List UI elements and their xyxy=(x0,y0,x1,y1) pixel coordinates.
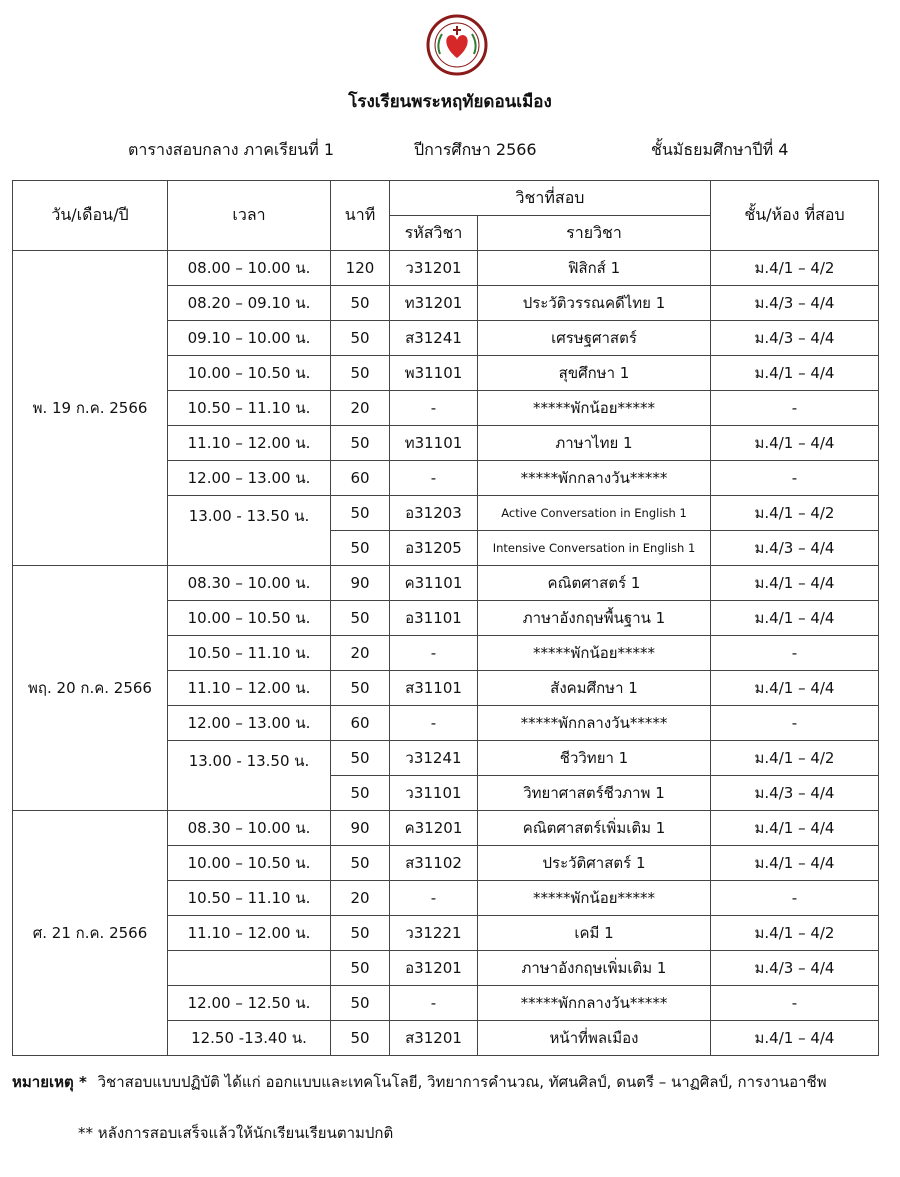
code-cell: อ31201 xyxy=(390,951,478,986)
room-cell: ม.4/3 – 4/4 xyxy=(711,531,879,566)
time-cell: 12.00 – 12.50 น. xyxy=(168,986,331,1021)
grade-level-label: ชั้นมัธยมศึกษาปีที่ 4 xyxy=(651,140,789,159)
room-cell: ม.4/1 – 4/4 xyxy=(711,426,879,461)
subject-cell: คณิตศาสตร์ 1 xyxy=(478,566,711,601)
code-cell: ท31201 xyxy=(390,286,478,321)
header-date: วัน/เดือน/ปี xyxy=(13,181,168,251)
minutes-cell: 50 xyxy=(331,986,390,1021)
header-name: รายวิชา xyxy=(478,216,711,251)
time-cell: 10.00 – 10.50 น. xyxy=(168,846,331,881)
code-cell: ค31201 xyxy=(390,811,478,846)
minutes-cell: 50 xyxy=(331,671,390,706)
code-cell: พ31101 xyxy=(390,356,478,391)
minutes-cell: 60 xyxy=(331,461,390,496)
school-name: โรงเรียนพระหฤทัยดอนเมือง xyxy=(348,92,552,112)
table-row xyxy=(13,811,879,846)
table-row xyxy=(13,566,879,601)
code-cell: อ31205 xyxy=(390,531,478,566)
footnote-after-exam: ** หลังการสอบเสร็จแล้วให้นักเรียนเรียนตามปกติ xyxy=(78,1124,394,1142)
subject-cell: หน้าที่พลเมือง xyxy=(478,1021,711,1056)
code-cell: ท31101 xyxy=(390,426,478,461)
time-cell: 11.10 – 12.00 น. xyxy=(168,916,331,951)
room-cell: ม.4/1 – 4/2 xyxy=(711,496,879,531)
subject-cell: ฟิสิกส์ 1 xyxy=(478,251,711,286)
time-cell: 10.50 – 11.10 น. xyxy=(168,881,331,916)
minutes-cell: 120 xyxy=(331,251,390,286)
time-cell: 13.00 - 13.50 น. xyxy=(168,741,331,811)
minutes-cell: 50 xyxy=(331,356,390,391)
school-emblem-heart-icon xyxy=(426,14,488,76)
header-subject: วิชาที่สอบ xyxy=(390,181,711,216)
date-cell: พ. 19 ก.ค. 2566 xyxy=(13,251,168,566)
header-time: เวลา xyxy=(168,181,331,251)
subject-cell: Active Conversation in English 1 xyxy=(478,496,711,531)
code-cell: ค31101 xyxy=(390,566,478,601)
time-cell: 13.00 - 13.50 น. xyxy=(168,496,331,566)
time-cell: 09.10 – 10.00 น. xyxy=(168,321,331,356)
room-cell: ม.4/1 – 4/2 xyxy=(711,916,879,951)
room-cell: ม.4/1 – 4/4 xyxy=(711,1021,879,1056)
minutes-cell: 50 xyxy=(331,916,390,951)
subject-cell: *****พักน้อย***** xyxy=(478,881,711,916)
minutes-cell: 90 xyxy=(331,811,390,846)
minutes-cell: 50 xyxy=(331,496,390,531)
minutes-cell: 50 xyxy=(331,321,390,356)
minutes-cell: 50 xyxy=(331,776,390,811)
subject-cell: เคมี 1 xyxy=(478,916,711,951)
minutes-cell: 20 xyxy=(331,391,390,426)
minutes-cell: 50 xyxy=(331,846,390,881)
room-cell: ม.4/3 – 4/4 xyxy=(711,776,879,811)
time-cell: 08.30 – 10.00 น. xyxy=(168,811,331,846)
room-cell: ม.4/1 – 4/2 xyxy=(711,251,879,286)
subject-cell: *****พักกลางวัน***** xyxy=(478,706,711,741)
room-cell: ม.4/3 – 4/4 xyxy=(711,286,879,321)
minutes-cell: 50 xyxy=(331,601,390,636)
code-cell: - xyxy=(390,986,478,1021)
subject-cell: *****พักกลางวัน***** xyxy=(478,461,711,496)
room-cell: ม.4/3 – 4/4 xyxy=(711,951,879,986)
code-cell: - xyxy=(390,706,478,741)
room-cell: ม.4/1 – 4/2 xyxy=(711,741,879,776)
code-cell: ว31221 xyxy=(390,916,478,951)
room-cell: - xyxy=(711,636,879,671)
minutes-cell: 60 xyxy=(331,706,390,741)
date-cell: พฤ. 20 ก.ค. 2566 xyxy=(13,566,168,811)
time-cell: 12.00 – 13.00 น. xyxy=(168,706,331,741)
room-cell: ม.4/1 – 4/4 xyxy=(711,356,879,391)
time-cell: 08.30 – 10.00 น. xyxy=(168,566,331,601)
minutes-cell: 50 xyxy=(331,531,390,566)
code-cell: อ31101 xyxy=(390,601,478,636)
minutes-cell: 50 xyxy=(331,951,390,986)
subject-cell: *****พักกลางวัน***** xyxy=(478,986,711,1021)
minutes-cell: 50 xyxy=(331,741,390,776)
time-cell: 12.50 -13.40 น. xyxy=(168,1021,331,1056)
subject-cell: ชีววิทยา 1 xyxy=(478,741,711,776)
room-cell: ม.4/1 – 4/4 xyxy=(711,671,879,706)
footnote-label: หมายเหตุ * xyxy=(12,1073,87,1091)
room-cell: ม.4/1 – 4/4 xyxy=(711,601,879,636)
room-cell: - xyxy=(711,881,879,916)
code-cell: - xyxy=(390,461,478,496)
minutes-cell: 50 xyxy=(331,1021,390,1056)
time-cell: 11.10 – 12.00 น. xyxy=(168,426,331,461)
time-cell: 08.00 – 10.00 น. xyxy=(168,251,331,286)
room-cell: - xyxy=(711,461,879,496)
subject-cell: Intensive Conversation in English 1 xyxy=(478,531,711,566)
room-cell: ม.4/1 – 4/4 xyxy=(711,846,879,881)
subject-cell: เศรษฐศาสตร์ xyxy=(478,321,711,356)
subject-cell: ภาษาอังกฤษพื้นฐาน 1 xyxy=(478,601,711,636)
exam-schedule-table xyxy=(12,180,879,1056)
room-cell: - xyxy=(711,986,879,1021)
footnote-practical xyxy=(12,1070,827,1094)
code-cell: ว31201 xyxy=(390,251,478,286)
subject-cell: ภาษาไทย 1 xyxy=(478,426,711,461)
exam-term-label: ตารางสอบกลาง ภาคเรียนที่ 1 xyxy=(128,140,335,159)
room-cell: - xyxy=(711,391,879,426)
subject-cell: คณิตศาสตร์เพิ่มเติม 1 xyxy=(478,811,711,846)
subject-cell: ประวัติศาสตร์ 1 xyxy=(478,846,711,881)
subject-cell: ภาษาอังกฤษเพิ่มเติม 1 xyxy=(478,951,711,986)
room-cell: ม.4/1 – 4/4 xyxy=(711,811,879,846)
subject-cell: สังคมศึกษา 1 xyxy=(478,671,711,706)
minutes-cell: 20 xyxy=(331,636,390,671)
time-cell: 08.20 – 09.10 น. xyxy=(168,286,331,321)
header-room: ชั้น/ห้อง ที่สอบ xyxy=(711,181,879,251)
room-cell: ม.4/1 – 4/4 xyxy=(711,566,879,601)
code-cell: อ31203 xyxy=(390,496,478,531)
subject-cell: สุขศึกษา 1 xyxy=(478,356,711,391)
code-cell: ส31241 xyxy=(390,321,478,356)
code-cell: ส31201 xyxy=(390,1021,478,1056)
subject-cell: ประวัติวรรณคดีไทย 1 xyxy=(478,286,711,321)
subject-cell: วิทยาศาสตร์ชีวภาพ 1 xyxy=(478,776,711,811)
time-cell: 12.00 – 13.00 น. xyxy=(168,461,331,496)
subject-cell: *****พักน้อย***** xyxy=(478,391,711,426)
room-cell: - xyxy=(711,706,879,741)
minutes-cell: 50 xyxy=(331,426,390,461)
room-cell: ม.4/3 – 4/4 xyxy=(711,321,879,356)
code-cell: - xyxy=(390,881,478,916)
time-cell: 10.00 – 10.50 น. xyxy=(168,356,331,391)
minutes-cell: 50 xyxy=(331,286,390,321)
minutes-cell: 90 xyxy=(331,566,390,601)
code-cell: - xyxy=(390,391,478,426)
footnote-text: วิชาสอบแบบปฏิบัติ ได้แก่ ออกแบบและเทคโนโลยี, วิทยาการคำนวณ, ทัศนศิลป์, ดนตรี – นาฏศิลป์, การงานอาชีพ xyxy=(97,1073,827,1091)
minutes-cell: 20 xyxy=(331,881,390,916)
header-minutes: นาที xyxy=(331,181,390,251)
time-cell: 11.10 – 12.00 น. xyxy=(168,671,331,706)
code-cell: ส31101 xyxy=(390,671,478,706)
code-cell: ว31101 xyxy=(390,776,478,811)
time-cell: 10.00 – 10.50 น. xyxy=(168,601,331,636)
time-cell: 10.50 – 11.10 น. xyxy=(168,636,331,671)
academic-year-label: ปีการศึกษา 2566 xyxy=(414,140,537,159)
subject-cell: *****พักน้อย***** xyxy=(478,636,711,671)
code-cell: - xyxy=(390,636,478,671)
date-cell: ศ. 21 ก.ค. 2566 xyxy=(13,811,168,1056)
code-cell: ว31241 xyxy=(390,741,478,776)
time-cell xyxy=(168,951,331,986)
header-code: รหัสวิชา xyxy=(390,216,478,251)
time-cell: 10.50 – 11.10 น. xyxy=(168,391,331,426)
table-row xyxy=(13,251,879,286)
code-cell: ส31102 xyxy=(390,846,478,881)
